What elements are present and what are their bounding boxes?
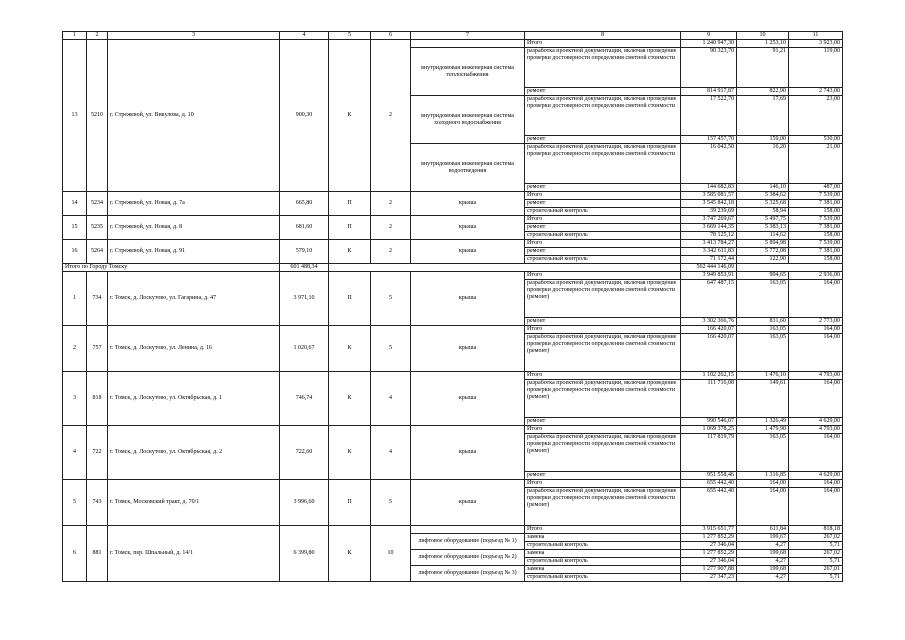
cost-cell: 655 442,40 [681,488,737,526]
area-cell: 579,10 [280,240,329,264]
limit-cost-cell: 487,00 [789,184,843,192]
work-cell [411,526,525,534]
area-cell: 665,80 [280,192,329,216]
limit-cost-cell: 5,71 [789,558,843,566]
work-cell: крыша [411,240,525,264]
unit-cost-cell: 822,90 [737,88,789,96]
limit-cost-cell: 7 381,00 [789,224,843,232]
cost-cell: 990 546,07 [681,418,737,426]
table-body [63,32,843,582]
cost-cell: 111 716,08 [681,380,737,418]
row-number-cell: 6 [63,526,87,582]
cost-cell: 1 277 907,88 [681,566,737,574]
house-code-cell: 722 [87,426,108,480]
unit-cost-cell: 146,10 [737,184,789,192]
work-type-cell: Итого [525,240,681,248]
unit-cost-cell: 164,00 [737,480,789,488]
cost-cell: 16 042,50 [681,144,737,184]
limit-cost-cell: 7 539,00 [789,240,843,248]
work-type-cell: Итого [525,326,681,334]
column-header: 10 [737,32,789,40]
wall-material-cell: К [329,240,371,264]
cost-cell: 3 669 144,35 [681,224,737,232]
work-type-cell: разработка проектной документации, включая проведение проверки достоверности определения сметной стоимости (ремонт) [525,380,681,418]
unit-cost-cell: 163,05 [737,326,789,334]
work-type-cell: ремонт [525,224,681,232]
address-cell: г. Томск, д. Лоскутово, ул. Гагарина, д. 47 [108,272,280,326]
table-cell [737,264,843,272]
work-cell: крыша [411,426,525,480]
cost-cell: 39 239,69 [681,208,737,216]
limit-cost-cell: 2 743,00 [789,88,843,96]
wall-material-cell: К [329,40,371,192]
cost-cell: 3 342 611,83 [681,248,737,256]
wall-material-cell: К [329,526,371,582]
lift-name-cell: лифтовое оборудование (подъезд № 3) [411,566,525,582]
wall-material-cell: П [329,480,371,526]
work-cell [411,40,525,48]
unit-cost-cell: 17,69 [737,96,789,136]
cost-cell: 1 069 378,25 [681,426,737,434]
work-type-cell: Итого [525,526,681,534]
cost-cell: 90 323,70 [681,48,737,88]
unit-cost-cell: 5 325,68 [737,200,789,208]
cost-cell: 1 277 852,29 [681,534,737,542]
cost-cell: 1 102 262,15 [681,372,737,380]
cost-cell: 166 420,07 [681,326,737,334]
limit-cost-cell: 164,00 [789,488,843,526]
row-number-cell: 1 [63,272,87,326]
unit-cost-cell: 114,62 [737,232,789,240]
unit-cost-cell: 1 326,49 [737,418,789,426]
row-number-cell: 2 [63,326,87,372]
limit-cost-cell: 164,00 [789,434,843,472]
wall-material-cell: К [329,326,371,372]
work-type-cell: строительный контроль [525,574,681,582]
subtotal-label: Итого по Городу Томску [63,264,280,272]
subtotal-sum: 562 444 146,09 [681,264,737,272]
area-cell: 900,30 [280,40,329,192]
group-row [63,40,843,48]
unit-cost-cell: 199,67 [737,534,789,542]
cost-cell: 27 346,04 [681,558,737,566]
cost-cell: 3 915 651,77 [681,526,737,534]
column-header: 9 [681,32,737,40]
unit-cost-cell: 1 476,10 [737,372,789,380]
work-type-cell: строительный контроль [525,232,681,240]
area-cell: 746,74 [280,372,329,426]
work-type-cell: разработка проектной документации, включая проведение проверки достоверности определения сметной стоимости [525,48,681,88]
subtotal-area: 601 488,34 [280,264,329,272]
limit-cost-cell: 3 923,00 [789,40,843,48]
subtotal-row [63,264,843,272]
limit-cost-cell: 158,00 [789,208,843,216]
limit-cost-cell: 5,71 [789,574,843,582]
unit-cost-cell: 164,00 [737,488,789,526]
cost-cell: 117 819,79 [681,434,737,472]
area-cell: 1 020,67 [280,326,329,372]
unit-cost-cell: 58,94 [737,208,789,216]
unit-cost-cell: 163,05 [737,334,789,372]
address-cell: г. Томск, пер. Шпальный, д. 14/1 [108,526,280,582]
work-type-cell: ремонт [525,418,681,426]
unit-cost-cell: 122,90 [737,256,789,264]
limit-cost-cell: 530,00 [789,136,843,144]
work-type-cell: замена [525,550,681,558]
cost-cell: 78 125,12 [681,232,737,240]
work-cell: крыша [411,480,525,526]
unit-cost-cell: 5 383,13 [737,224,789,232]
wall-material-cell: П [329,192,371,216]
unit-cost-cell: 4,27 [737,574,789,582]
work-type-cell: разработка проектной документации, включая проведение проверки достоверности определения сметной стоимости (ремонт) [525,488,681,526]
unit-cost-cell: 16,20 [737,144,789,184]
group-row [63,272,843,280]
group-row [63,240,843,248]
limit-cost-cell: 164,00 [789,334,843,372]
limit-cost-cell: 818,18 [789,526,843,534]
area-cell: 722,60 [280,426,329,480]
system-name-cell: внутридомовая инженерная система теплоснабжения [411,48,525,96]
cost-cell: 27 346,04 [681,542,737,550]
limit-cost-cell: 267,02 [789,534,843,542]
work-type-cell: ремонт [525,318,681,326]
limit-cost-cell: 164,00 [789,480,843,488]
work-type-cell: разработка проектной документации, включая проведение проверки достоверности определения сметной стоимости (ремонт) [525,434,681,472]
house-code-cell: 5234 [87,192,108,216]
column-header: 8 [525,32,681,40]
unit-cost-cell: 1 316,85 [737,472,789,480]
floors-cell: 2 [371,240,411,264]
column-header: 11 [789,32,843,40]
row-number-cell: 14 [63,192,87,216]
group-row [63,216,843,224]
unit-cost-cell: 5 384,62 [737,192,789,200]
floors-cell: 4 [371,372,411,426]
column-header: 4 [280,32,329,40]
limit-cost-cell: 4 629,00 [789,418,843,426]
area-cell: 6 399,80 [280,526,329,582]
cost-cell: 3 545 842,18 [681,200,737,208]
system-name-cell: внутридомовая инженерная система водоотведения [411,144,525,192]
work-cell: крыша [411,326,525,372]
cost-cell: 17 522,70 [681,96,737,136]
limit-cost-cell: 21,00 [789,144,843,184]
unit-cost-cell: 994,65 [737,272,789,280]
house-code-cell: 743 [87,480,108,526]
limit-cost-cell: 119,00 [789,48,843,88]
group-row [63,480,843,488]
column-header: 2 [87,32,108,40]
floors-cell: 2 [371,216,411,240]
work-type-cell: разработка проектной документации, включая проведение проверки достоверности определения сметной стоимости (ремонт) [525,280,681,318]
unit-cost-cell: 5 894,98 [737,240,789,248]
house-code-cell: 734 [87,272,108,326]
row-number-cell: 13 [63,40,87,192]
unit-cost-cell: 91,21 [737,48,789,88]
limit-cost-cell: 164,00 [789,380,843,418]
cost-cell: 27 347,23 [681,574,737,582]
work-type-cell: Итого [525,372,681,380]
unit-cost-cell: 159,00 [737,136,789,144]
address-cell: г. Стрежевой, ул. Викулова, д. 10 [108,40,280,192]
group-row [63,372,843,380]
cost-cell: 3 949 853,91 [681,272,737,280]
work-cell: крыша [411,216,525,240]
unit-cost-cell: 5 497,75 [737,216,789,224]
column-header: 1 [63,32,87,40]
header-row [63,32,843,40]
limit-cost-cell: 267,01 [789,566,843,574]
cost-cell: 157 457,70 [681,136,737,144]
lift-name-cell: лифтовое оборудование (подъезд № 2) [411,550,525,566]
table-cell [329,264,681,272]
work-type-cell: разработка проектной документации, включая проведение проверки достоверности определения сметной стоимости (ремонт) [525,334,681,372]
work-cell: крыша [411,192,525,216]
address-cell: г. Томск, д. Лоскутово, ул. Ленина, д. 16 [108,326,280,372]
work-type-cell: Итого [525,480,681,488]
work-type-cell: разработка проектной документации, включая проведение проверки достоверности определения сметной стоимости [525,96,681,136]
wall-material-cell: П [329,272,371,326]
limit-cost-cell: 7 539,00 [789,216,843,224]
cost-cell: 3 747 269,67 [681,216,737,224]
work-type-cell: ремонт [525,184,681,192]
unit-cost-cell: 149,61 [737,380,789,418]
cost-cell: 814 917,87 [681,88,737,96]
house-code-cell: 5235 [87,216,108,240]
cost-cell: 3 302 366,76 [681,318,737,326]
capital-repair-table [62,31,843,582]
row-number-cell: 15 [63,216,87,240]
cost-cell: 3 413 784,27 [681,240,737,248]
wall-material-cell: К [329,372,371,426]
address-cell: г. Стрежевой, ул. Новая, д. 91 [108,240,280,264]
work-type-cell: ремонт [525,472,681,480]
floors-cell: 2 [371,40,411,192]
limit-cost-cell: 164,00 [789,280,843,318]
cost-cell: 144 682,83 [681,184,737,192]
work-type-cell: строительный контроль [525,208,681,216]
house-code-cell: 5264 [87,240,108,264]
address-cell: г. Стрежевой, ул. Новая, д. 8 [108,216,280,240]
row-number-cell: 16 [63,240,87,264]
limit-cost-cell: 7 381,00 [789,200,843,208]
limit-cost-cell: 2 773,00 [789,318,843,326]
work-cell: крыша [411,372,525,426]
row-number-cell: 3 [63,372,87,426]
limit-cost-cell: 4 793,00 [789,372,843,380]
system-name-cell: внутридомовая инженерная система холодного водоснабжения [411,96,525,144]
address-cell: г. Стрежевой, ул. Новая, д. 7а [108,192,280,216]
house-code-cell: 881 [87,526,108,582]
floors-cell: 5 [371,326,411,372]
work-type-cell: строительный контроль [525,542,681,550]
limit-cost-cell: 158,00 [789,232,843,240]
cost-cell: 655 442,40 [681,480,737,488]
unit-cost-cell: 163,05 [737,434,789,472]
limit-cost-cell: 7 381,00 [789,248,843,256]
work-type-cell: Итого [525,272,681,280]
column-header: 6 [371,32,411,40]
unit-cost-cell: 831,60 [737,318,789,326]
lift-name-cell: лифтовое оборудование (подъезд № 1) [411,534,525,550]
work-cell: крыша [411,272,525,326]
area-cell: 3 996,60 [280,480,329,526]
floors-cell: 5 [371,480,411,526]
work-type-cell: Итого [525,426,681,434]
group-row [63,526,843,534]
address-cell: г. Томск, д. Лоскутово, ул. Октябрьская, д. 1 [108,372,280,426]
limit-cost-cell: 164,00 [789,326,843,334]
house-code-cell: 818 [87,372,108,426]
work-type-cell: ремонт [525,136,681,144]
floors-cell: 10 [371,526,411,582]
limit-cost-cell: 4 629,00 [789,472,843,480]
address-cell: г. Томск, Московский тракт, д. 70/1 [108,480,280,526]
work-type-cell: строительный контроль [525,256,681,264]
unit-cost-cell: 4,27 [737,558,789,566]
work-type-cell: Итого [525,216,681,224]
limit-cost-cell: 2 936,00 [789,272,843,280]
group-row [63,326,843,334]
limit-cost-cell: 23,00 [789,96,843,136]
column-header: 5 [329,32,371,40]
column-header: 7 [411,32,525,40]
work-type-cell: строительный контроль [525,558,681,566]
work-type-cell: Итого [525,40,681,48]
unit-cost-cell: 1 479,90 [737,426,789,434]
cost-cell: 3 585 081,57 [681,192,737,200]
cost-cell: 647 487,15 [681,280,737,318]
cost-cell: 166 420,07 [681,334,737,372]
unit-cost-cell: 4,27 [737,542,789,550]
unit-cost-cell: 5 772,08 [737,248,789,256]
group-row [63,426,843,434]
unit-cost-cell: 199,68 [737,566,789,574]
work-type-cell: замена [525,534,681,542]
unit-cost-cell: 1 253,10 [737,40,789,48]
cost-cell: 1 240 947,30 [681,40,737,48]
column-header: 3 [108,32,280,40]
work-type-cell: ремонт [525,248,681,256]
floors-cell: 4 [371,426,411,480]
floors-cell: 2 [371,192,411,216]
row-number-cell: 5 [63,480,87,526]
house-code-cell: 757 [87,326,108,372]
floors-cell: 5 [371,272,411,326]
wall-material-cell: К [329,426,371,480]
group-row [63,192,843,200]
work-type-cell: Итого [525,192,681,200]
unit-cost-cell: 163,05 [737,280,789,318]
limit-cost-cell: 158,00 [789,256,843,264]
cost-cell: 71 172,44 [681,256,737,264]
row-number-cell: 4 [63,426,87,480]
limit-cost-cell: 4 793,00 [789,426,843,434]
unit-cost-cell: 611,84 [737,526,789,534]
work-type-cell: замена [525,566,681,574]
address-cell: г. Томск, д. Лоскутово, ул. Октябрьская, д. 2 [108,426,280,480]
work-type-cell: ремонт [525,200,681,208]
limit-cost-cell: 7 539,00 [789,192,843,200]
area-cell: 681,60 [280,216,329,240]
unit-cost-cell: 199,68 [737,550,789,558]
area-cell: 3 971,10 [280,272,329,326]
house-code-cell: 5210 [87,40,108,192]
cost-cell: 951 558,46 [681,472,737,480]
work-type-cell: ремонт [525,88,681,96]
wall-material-cell: П [329,216,371,240]
cost-cell: 1 277 852,29 [681,550,737,558]
limit-cost-cell: 5,71 [789,542,843,550]
work-type-cell: разработка проектной документации, включая проведение проверки достоверности определения сметной стоимости [525,144,681,184]
limit-cost-cell: 267,02 [789,550,843,558]
